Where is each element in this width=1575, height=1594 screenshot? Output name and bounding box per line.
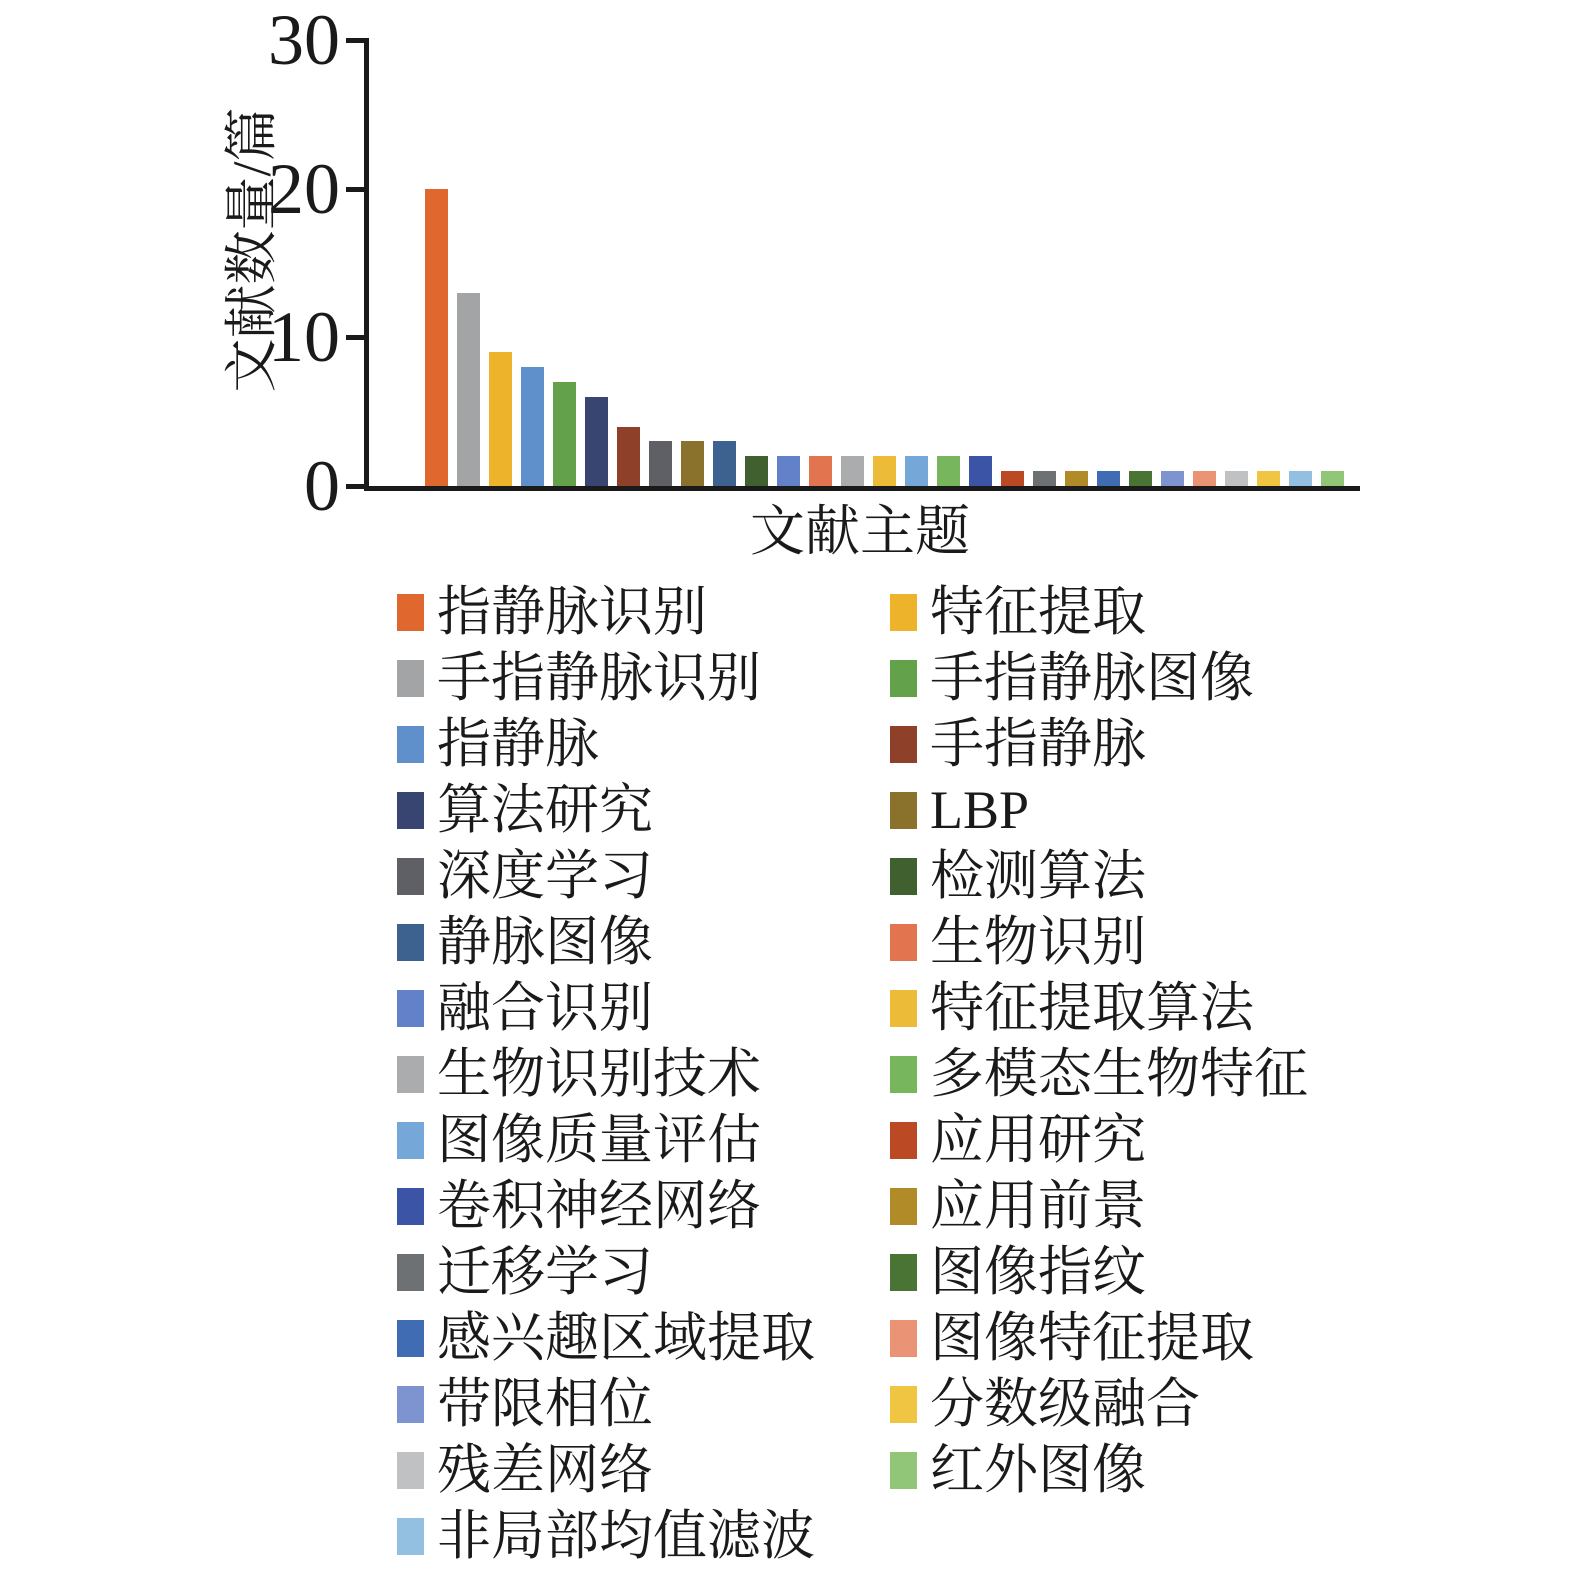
legend-label: 图像指纹 — [930, 1242, 1146, 1302]
legend-swatch — [890, 1188, 917, 1225]
y-tick-label: 30 — [268, 0, 340, 80]
bar — [809, 456, 832, 486]
legend-swatch — [890, 1452, 917, 1489]
legend-label: 图像特征提取 — [930, 1308, 1254, 1368]
legend-item — [890, 777, 1029, 843]
legend-swatch — [890, 858, 917, 895]
legend-swatch — [890, 1254, 917, 1291]
legend-label: 深度学习 — [437, 846, 653, 906]
x-axis-line — [364, 486, 1360, 491]
y-tick-mark — [346, 38, 364, 43]
legend-label: 卷积神经网络 — [437, 1176, 761, 1236]
legend-item — [397, 1503, 815, 1569]
legend-swatch — [890, 660, 917, 697]
legend-label: 融合识别 — [437, 978, 653, 1038]
legend-item — [890, 579, 1146, 645]
legend-swatch — [397, 1056, 424, 1093]
bar — [585, 397, 608, 486]
legend-swatch — [397, 1188, 424, 1225]
y-tick-mark — [346, 187, 364, 192]
bar — [1321, 471, 1344, 486]
legend-item — [397, 777, 653, 843]
bar — [969, 456, 992, 486]
legend-label: 检测算法 — [930, 846, 1146, 906]
legend-label: 图像质量评估 — [437, 1110, 761, 1170]
bar — [873, 456, 896, 486]
legend-item — [397, 711, 599, 777]
legend-item — [397, 909, 653, 975]
bar — [745, 456, 768, 486]
legend-label: 指静脉 — [437, 714, 599, 774]
bar — [1129, 471, 1152, 486]
legend-label: 手指静脉 — [930, 714, 1146, 774]
y-axis-line — [364, 38, 369, 491]
bar — [1257, 471, 1280, 486]
legend-swatch — [397, 924, 424, 961]
legend-item — [890, 1437, 1146, 1503]
legend-swatch — [397, 1320, 424, 1357]
legend-swatch — [890, 792, 917, 829]
y-tick-mark — [346, 335, 364, 340]
legend-swatch — [397, 792, 424, 829]
legend-label: 手指静脉识别 — [437, 648, 761, 708]
bar — [713, 441, 736, 486]
bar — [841, 456, 864, 486]
legend-label: 多模态生物特征 — [930, 1044, 1308, 1104]
y-tick-label: 10 — [268, 297, 340, 377]
legend-label: 非局部均值滤波 — [437, 1506, 815, 1566]
legend-item — [397, 1437, 653, 1503]
legend-item — [397, 1305, 815, 1371]
legend-label: 应用前景 — [930, 1176, 1146, 1236]
bar — [1065, 471, 1088, 486]
legend-item — [890, 1173, 1146, 1239]
legend-label: 特征提取 — [930, 582, 1146, 642]
legend-item — [397, 1239, 653, 1305]
bar — [1289, 471, 1312, 486]
legend-item — [397, 1371, 653, 1437]
legend-item — [397, 843, 653, 909]
bar — [777, 456, 800, 486]
legend-item — [397, 1107, 761, 1173]
legend-label: 分数级融合 — [930, 1374, 1200, 1434]
bar — [937, 456, 960, 486]
legend-swatch — [397, 1122, 424, 1159]
legend-item — [890, 711, 1146, 777]
legend-label: 生物识别技术 — [437, 1044, 761, 1104]
y-axis-title: 文献数量/篇 — [222, 107, 282, 393]
bar — [1001, 471, 1024, 486]
legend-swatch — [397, 990, 424, 1027]
legend-label: 静脉图像 — [437, 912, 653, 972]
legend-swatch — [397, 1386, 424, 1423]
legend-label: 感兴趣区域提取 — [437, 1308, 815, 1368]
legend-item — [890, 1107, 1146, 1173]
legend-item — [397, 645, 761, 711]
legend-item — [890, 1041, 1308, 1107]
legend-item — [397, 975, 653, 1041]
bar — [681, 441, 704, 486]
x-axis-title: 文献主题 — [749, 501, 971, 562]
legend-item — [397, 579, 707, 645]
legend-label: 迁移学习 — [437, 1242, 653, 1302]
bar — [1097, 471, 1120, 486]
legend-item — [890, 1239, 1146, 1305]
legend-swatch — [397, 594, 424, 631]
bar — [553, 382, 576, 486]
legend-swatch — [397, 726, 424, 763]
legend-label: 残差网络 — [437, 1440, 653, 1500]
bar — [649, 441, 672, 486]
bar — [489, 352, 512, 486]
legend-label: 手指静脉图像 — [930, 648, 1254, 708]
legend-swatch — [890, 1386, 917, 1423]
legend-item — [890, 843, 1146, 909]
legend-label: 指静脉识别 — [437, 582, 707, 642]
legend-label: 带限相位 — [437, 1374, 653, 1434]
legend-swatch — [890, 1056, 917, 1093]
legend-swatch — [890, 990, 917, 1027]
legend-swatch — [890, 1122, 917, 1159]
legend-swatch — [397, 1518, 424, 1555]
legend-swatch — [890, 1320, 917, 1357]
bar — [425, 189, 448, 486]
bar — [1225, 471, 1248, 486]
y-tick-label: 0 — [304, 446, 340, 526]
legend-item — [890, 645, 1254, 711]
y-tick-label: 20 — [268, 149, 340, 229]
bar — [905, 456, 928, 486]
legend-swatch — [890, 726, 917, 763]
legend-item — [890, 1371, 1200, 1437]
y-tick-mark — [346, 484, 364, 489]
legend-label: 算法研究 — [437, 780, 653, 840]
bar — [617, 427, 640, 486]
bar — [521, 367, 544, 486]
legend-item — [890, 975, 1254, 1041]
bar — [1193, 471, 1216, 486]
bar — [1161, 471, 1184, 486]
legend-swatch — [397, 858, 424, 895]
bar — [1033, 471, 1056, 486]
bar — [457, 293, 480, 486]
legend-item — [890, 909, 1146, 975]
legend-label: 生物识别 — [930, 912, 1146, 972]
legend-swatch — [890, 924, 917, 961]
legend-label: 应用研究 — [930, 1110, 1146, 1170]
legend-label: LBP — [930, 780, 1030, 840]
legend-item — [890, 1305, 1254, 1371]
legend-item — [397, 1173, 761, 1239]
legend-swatch — [397, 1452, 424, 1489]
legend-item — [397, 1041, 761, 1107]
legend-swatch — [890, 594, 917, 631]
legend-swatch — [397, 1254, 424, 1291]
legend-label: 红外图像 — [930, 1440, 1146, 1500]
legend-label: 特征提取算法 — [930, 978, 1254, 1038]
legend-swatch — [397, 660, 424, 697]
